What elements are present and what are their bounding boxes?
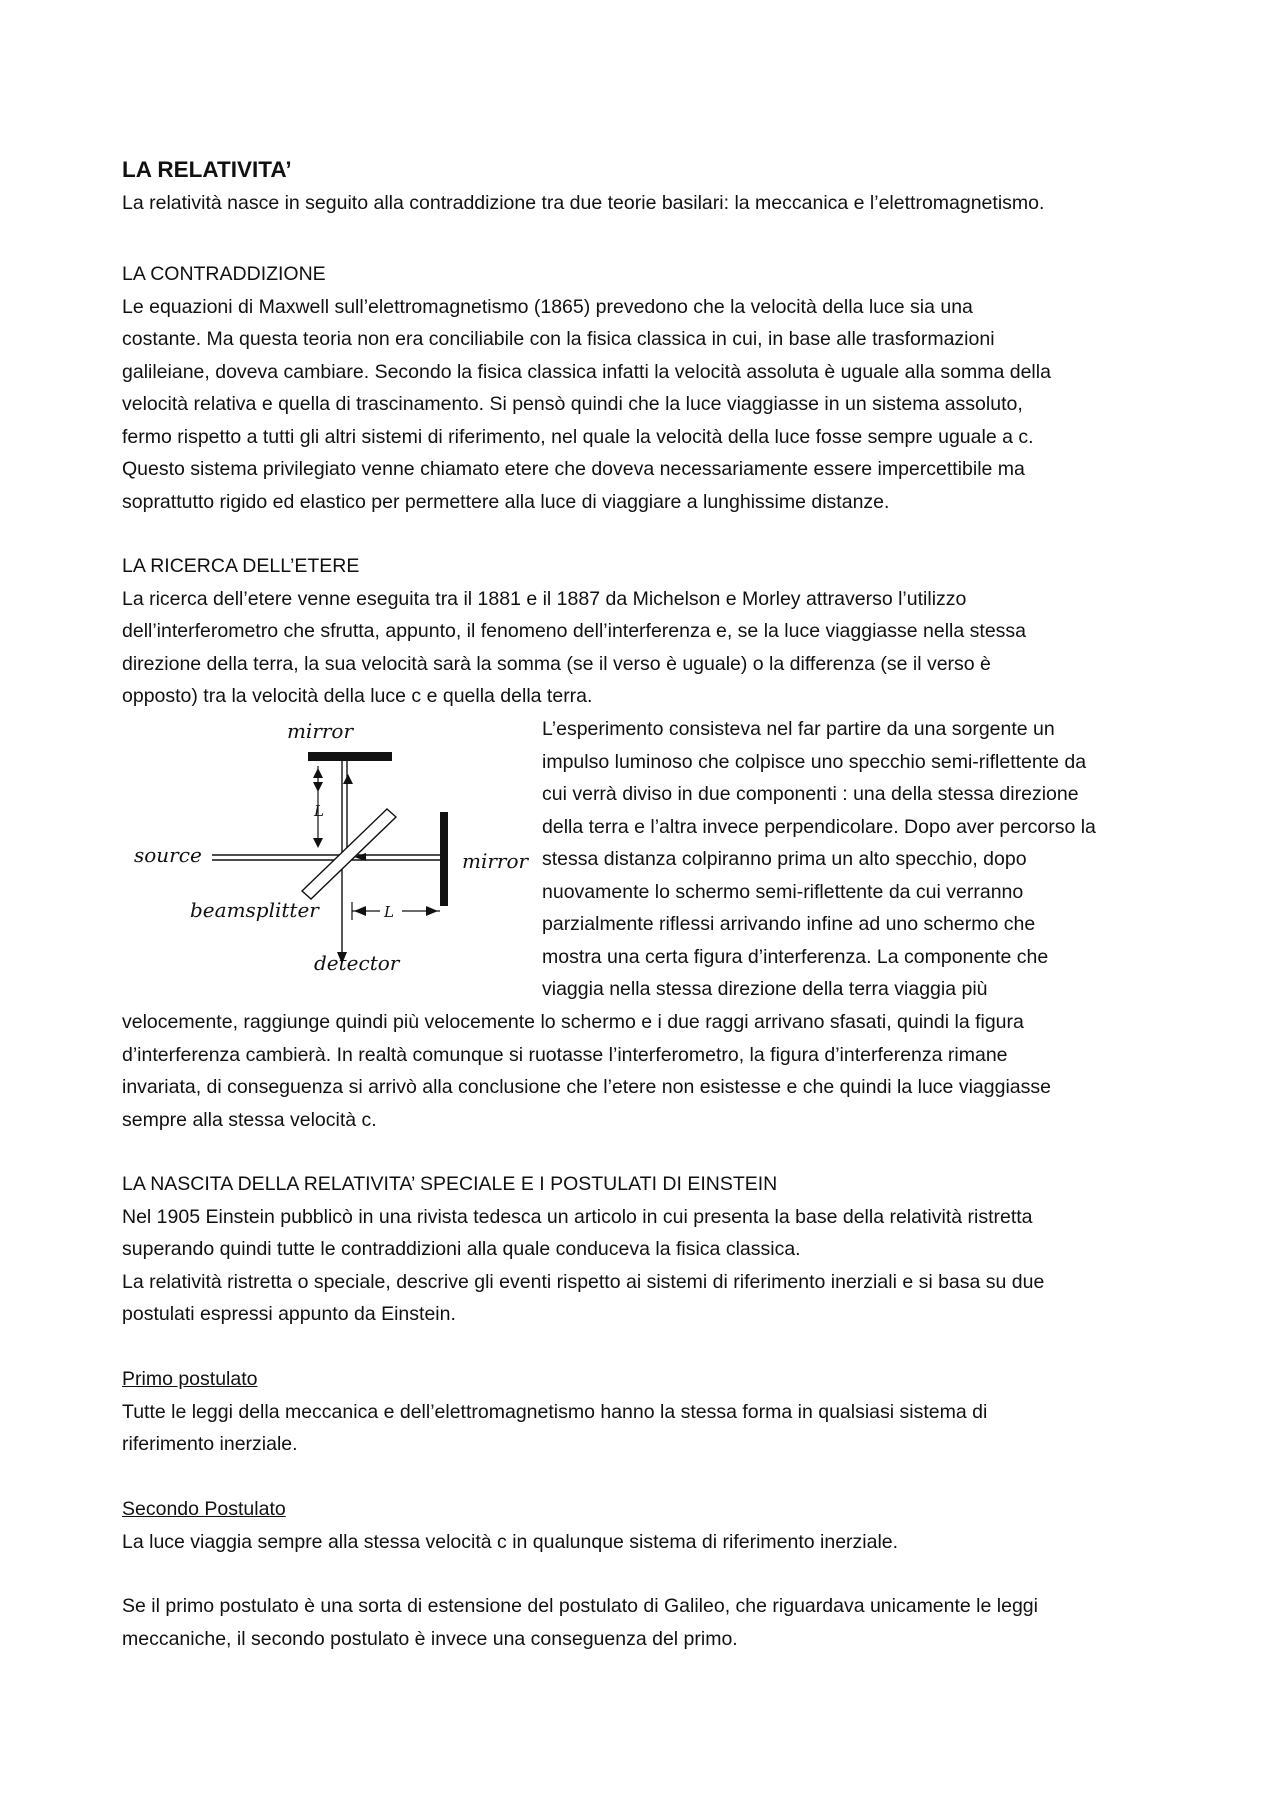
subsection-heading: Primo postulato [122,1368,258,1390]
paragraph-line: direzione della terra, la sua velocità sarà la somma (se il verso è uguale) o la differenza (se il verso è [122,652,991,675]
paragraph-line: della terra e l’altra invece perpendicolare. Dopo aver percorso la [542,815,1096,838]
mirror-top-icon [308,752,392,761]
source-label: source [134,843,202,867]
arrow-up-icon [343,774,353,784]
paragraph-line: invariata, di conseguenza si arrivò alla conclusione che l’etere non esistesse e che quindi la luce viaggiasse [122,1076,1051,1098]
paragraph-line: d’interferenza cambierà. In realtà comunque si ruotasse l’interferometro, la figura d’interferenza rimane [122,1043,1008,1066]
beamsplitter-label: beamsplitter [190,898,319,922]
detector-label: detector [314,951,400,975]
length-horizontal-label: L [384,903,394,921]
page-title: LA RELATIVITA’ [122,157,292,182]
paragraph-line: La ricerca dell’etere venne eseguita tra il 1881 e il 1887 da Michelson e Morley attraverso l’utilizzo [122,587,967,610]
paragraph-line: La luce viaggia sempre alla stessa velocità c in qualunque sistema di riferimento inerziale. [122,1530,899,1553]
paragraph-line: galileiane, doveva cambiare. Secondo la fisica classica infatti la velocità assoluta è uguale alla somma della [122,360,1051,383]
paragraph-line: mostra una certa figura d’interferenza. La componente che [542,945,1049,968]
paragraph-line: fermo rispetto a tutti gli altri sistemi di riferimento, nel quale la velocità della luce fosse sempre uguale a c. [122,425,1034,448]
paragraph-line: Tutte le leggi della meccanica e dell’elettromagnetismo hanno la stessa forma in qualsiasi sistema di [122,1400,988,1423]
mirror-right-label: mirror [462,849,529,873]
paragraph-line: sempre alla stessa velocità c. [122,1108,377,1131]
paragraph-line: stessa distanza colpiranno prima un alto specchio, dopo [542,848,1027,870]
paragraph-line: Questo sistema privilegiato venne chiamato etere che doveva necessariamente essere impercettibile ma [122,458,1025,480]
section-etere-continued [122,1006,1172,1136]
paragraph-line: impulso luminoso che colpisce uno specchio semi-riflettente da [542,750,1087,773]
paragraph-line: opposto) tra la velocità della luce c e quella della terra. [122,685,593,707]
section-contraddizione [122,258,1172,518]
title-block [122,154,1172,219]
paragraph-line: La relatività ristretta o speciale, descrive gli eventi rispetto ai sistemi di riferimento inerziali e si basa su due [122,1270,1045,1293]
paragraph-line: soprattutto rigido ed elastico per permettere alla luce di viaggiare a lunghissime distanze. [122,490,890,513]
section-primo-postulato [122,1363,1172,1461]
section-etere [122,550,1172,713]
paragraph-line: velocità relativa e quella di trascinamento. Si pensò quindi che la luce viaggiasse in un sistema assoluto, [122,393,1023,415]
intro-paragraph: La relatività nasce in seguito alla contraddizione tra due teorie basilari: la meccanica e l’elettromagnetismo. [122,191,1045,214]
section-heading: LA RICERCA DELL’ETERE [122,555,360,577]
paragraph-line: Le equazioni di Maxwell sull’elettromagnetismo (1865) prevedono che la velocità della luce sia una [122,295,973,318]
section-nascita [122,1168,1172,1331]
interferometer-diagram [122,716,532,976]
paragraph-line: meccaniche, il secondo postulato è invece una conseguenza del primo. [122,1627,738,1650]
paragraph-line: nuovamente lo schermo semi-riflettente da cui verranno [542,880,1024,903]
paragraph-line: dell’interferometro che sfrutta, appunto, il fenomeno dell’interferenza e, se la luce viaggiasse nella stessa [122,620,1027,642]
section-heading: LA NASCITA DELLA RELATIVITA’ SPECIALE E I POSTULATI DI EINSTEIN [122,1173,778,1195]
paragraph-line: costante. Ma questa teoria non era conciliabile con la fisica classica in cui, in base alle trasformazioni [122,328,995,350]
paragraph-line: parzialmente riflessi arrivando infine ad uno schermo che [542,913,1036,935]
paragraph-line: viaggia nella stessa direzione della terra viaggia più [542,978,988,1000]
length-vertical-label: L [314,802,324,820]
paragraph-line: Nel 1905 Einstein pubblicò in una rivista tedesca un articolo in cui presenta la base della relatività ristretta [122,1205,1033,1228]
paragraph-line: postulati espressi appunto da Einstein. [122,1303,456,1325]
section-secondo-postulato [122,1493,1172,1558]
paragraph-line: velocemente, raggiunge quindi più velocemente lo schermo e i due raggi arrivano sfasati, quindi la figura [122,1011,1024,1033]
beamsplitter-icon [302,809,396,899]
paragraph-line: superando quindi tutte le contraddizioni alla quale conduceva la fisica classica. [122,1238,801,1260]
figure-side-text [542,713,1172,1006]
mirror-top-label: mirror [286,719,354,743]
paragraph-line: riferimento inerziale. [122,1433,298,1455]
mirror-right-icon [440,812,448,906]
section-conclusione [122,1590,1172,1655]
paragraph-line: L’esperimento consisteva nel far partire da una sorgente un [542,718,1055,740]
subsection-heading: Secondo Postulato [122,1498,286,1520]
paragraph-line: cui verrà diviso in due componenti : una della stessa direzione [542,783,1079,805]
section-heading: LA CONTRADDIZIONE [122,263,326,285]
paragraph-line: Se il primo postulato è una sorta di estensione del postulato di Galileo, che riguardava unicamente le leggi [122,1595,1038,1617]
